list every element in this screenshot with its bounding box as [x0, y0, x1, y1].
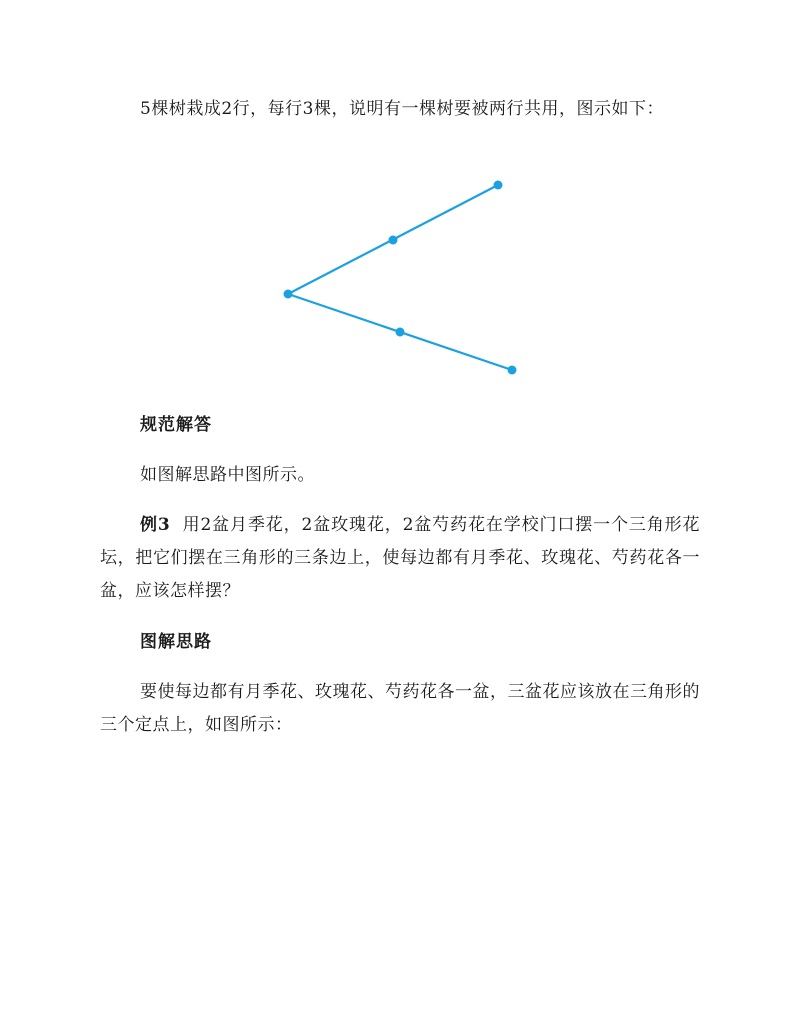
tree-point-upper-end — [494, 181, 503, 190]
example-3-label: 例3 — [140, 515, 171, 535]
intro-paragraph: 5棵树栽成2行，每行3棵，说明有一棵树要被两行共用，图示如下： — [140, 99, 664, 119]
tree-point-shared — [284, 290, 293, 299]
section-heading-solution-idea: 图解思路 — [140, 632, 212, 652]
example-3-text: 用2盆月季花，2盆玫瑰花，2盆芍药花在学校门口摆一个三角形花坛，把它们摆在三角形的三条边上，使每边都有月季花、玫瑰花、芍药花各一盆，应该怎样摆？ — [100, 515, 700, 601]
standard-answer-paragraph: 如图解思路中图所示。 — [140, 465, 315, 485]
example-3-paragraph — [100, 509, 700, 608]
tree-point-upper-mid — [389, 236, 398, 245]
section-heading-standard-answer: 规范解答 — [140, 415, 212, 435]
tree-rows-figure — [270, 170, 530, 390]
tree-point-lower-end — [508, 366, 517, 375]
tree-point-lower-mid — [396, 328, 405, 337]
solution-idea-paragraph: 要使每边都有月季花、玫瑰花、芍药花各一盆，三盆花应该放在三角形的三个定点上，如图所示： — [100, 682, 700, 735]
